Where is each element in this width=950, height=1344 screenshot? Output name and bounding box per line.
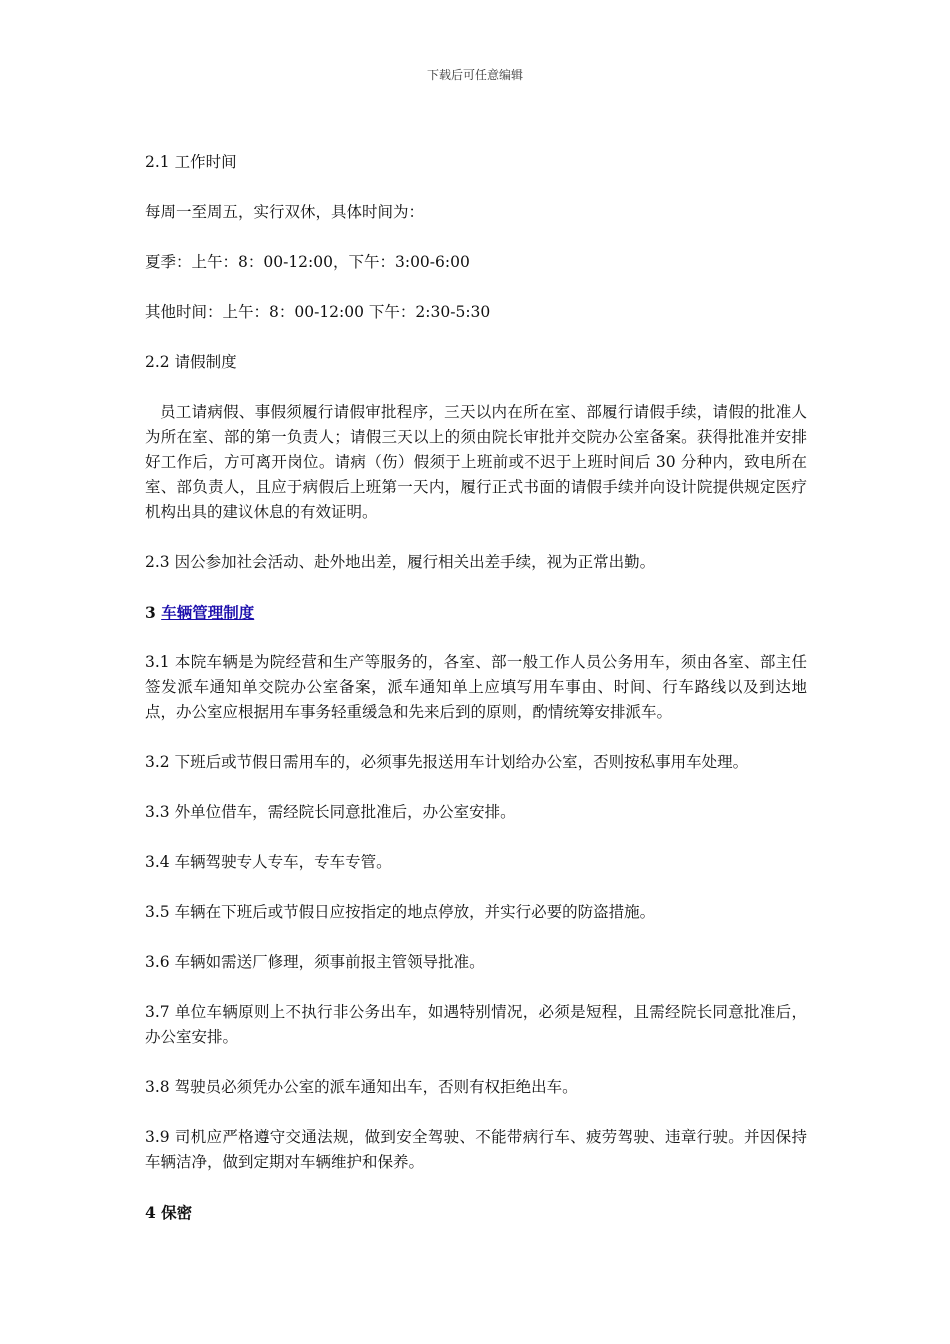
vehicle-management-link[interactable]: 车辆管理制度: [161, 603, 255, 622]
vehicle-rule-3-1: 3.1 本院车辆是为院经营和生产等服务的，各室、部一般工作人员公务用车，须由各室、部主任签发派车通知单交院办公室备案，派车通知单上应填写用车事由、时间、行车路线以及到达地点，办公室应根据用车事务轻重缓急和先来后到的原则，酌情统筹安排派车。: [145, 653, 807, 721]
vehicle-rule-3-8: 3.8 驾驶员必须凭办公室的派车通知出车，否则有权拒绝出车。: [145, 1078, 578, 1096]
vehicle-rule-3-4: 3.4 车辆驾驶专人专车，专车专管。: [145, 853, 392, 871]
vehicle-rule-3-5: 3.5 车辆在下班后或节假日应按指定的地点停放，并实行必要的防盗措施。: [145, 903, 656, 921]
page-header-note: 下载后可任意编辑: [426, 68, 523, 82]
section-2-3-paragraph: 2.3 因公参加社会活动、赴外地出差，履行相关出差手续，视为正常出勤。: [145, 553, 656, 571]
section-3-heading: [145, 600, 807, 625]
summer-hours: 夏季：上午：8：00-12:00，下午：3:00-6:00: [145, 253, 470, 271]
vehicle-rule-3-3: 3.3 外单位借车，需经院长同意批准后，办公室安排。: [145, 803, 516, 821]
work-schedule-intro: 每周一至周五，实行双休，具体时间为：: [145, 203, 425, 221]
section-2-1-title: 2.1 工作时间: [145, 153, 237, 171]
section-3-number: 3: [145, 603, 162, 622]
section-2-2-title: 2.2 请假制度: [145, 353, 237, 371]
vehicle-rule-3-2: 3.2 下班后或节假日需用车的，必须事先报送用车计划给办公室，否则按私事用车处理。: [145, 753, 749, 771]
other-hours: 其他时间：上午：8：00-12:00 下午：2:30-5:30: [145, 303, 491, 321]
section-4-heading: 4 保密: [145, 1203, 193, 1222]
leave-policy-paragraph: 员工请病假、事假须履行请假审批程序，三天以内在所在室、部履行请假手续，请假的批准人为所在室、部的第一负责人；请假三天以上的须由院长审批并交院办公室备案。获得批准并安排好工作后，方可离开岗位。请病（伤）假须于上班前或不迟于上班时间后 30 分种内，致电所在室、部负责人，且应于病假后上班第一天内，履行正式书面的请假手续并向设计院提供规定医疗机构出具的建议休息的有效证明。: [145, 403, 807, 521]
document-body: [145, 150, 807, 1225]
vehicle-rule-3-7: 3.7 单位车辆原则上不执行非公务出车，如遇特别情况，必须是短程，且需经院长同意批准后，办公室安排。: [145, 1003, 807, 1046]
vehicle-rule-3-6: 3.6 车辆如需送厂修理，须事前报主管领导批准。: [145, 953, 485, 971]
vehicle-rule-3-9: 3.9 司机应严格遵守交通法规，做到安全驾驶、不能带病行车、疲劳驾驶、违章行驶。并因保持车辆洁净，做到定期对车辆维护和保养。: [145, 1128, 807, 1171]
